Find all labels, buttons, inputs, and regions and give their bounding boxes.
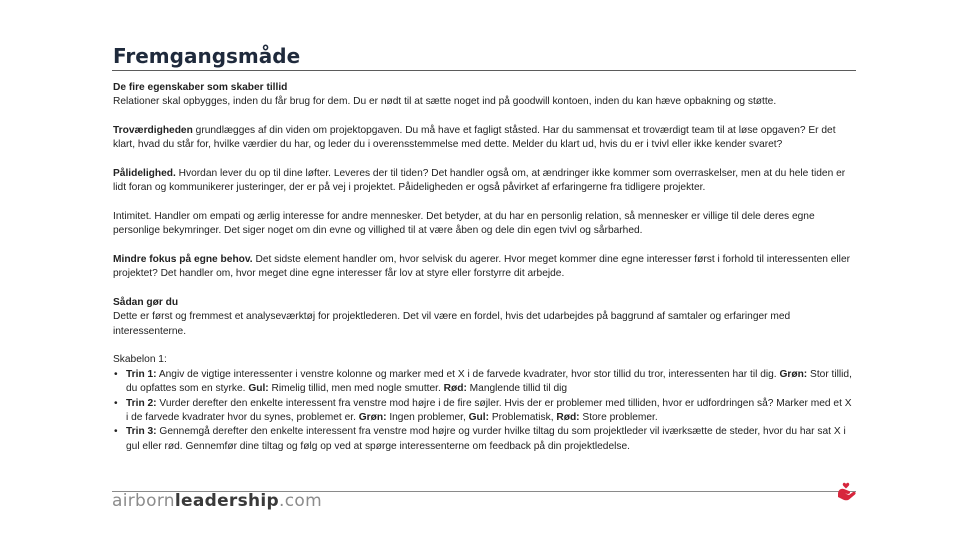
property-text: grundlægges af din viden om projektopgaven. Du må have et fagligt ståsted. Har du sammensat et troværdigt team til at løse opgaven? Er det klart, hvad du står for, hvilke værdier du har, og leder du i overensstemmelse med dette. Melder du klart ud, hvis du er i tvivl eller ikke kender svaret? (113, 125, 836, 151)
list-item (113, 397, 853, 426)
method-paragraph (113, 296, 853, 339)
property-text: Intimitet. Handler om empati og ærlig interesse for andre mennesker. Det betyder, at du har en personlig relation, så mennesker er villige til dele deres egne personlige bekymringer. Det siger noget om din evne og villighed til at være åben og dele din egen tvivl og sårbarhed. (113, 211, 815, 237)
logo-main: leadership (174, 491, 280, 511)
title-divider (112, 70, 856, 71)
property-intimacy (113, 210, 853, 239)
template-section (113, 353, 853, 454)
step-text: Store problemer. (579, 412, 658, 424)
step-label: Trin 3: (126, 426, 157, 438)
step-label: Trin 1: (126, 368, 157, 380)
color-key-green: Grøn: (779, 368, 808, 380)
logo-prefix: airborn (112, 491, 175, 511)
bullet-icon: • (114, 368, 118, 380)
property-text: Hvordan lever du op til dine løfter. Leveres der til tiden? Det handler også om, at ændringer ikke kommer som overraskelser, men at du hele tiden er lidt foran og kommunikerer justeringer, der er på vej i projektet. Påideligheden er også påvirket af erfaringerne fra tidligere projekter. (113, 168, 846, 194)
step-text: Rimelig tillid, men med nogle smutter. (268, 383, 444, 395)
template-steps (113, 368, 853, 454)
step-text: Gennemgå derefter den enkelte interessent fra venstre mod højre og vurder hvilke tiltag du som projektleder vil iværksætte de steder, hvor du har sat X i gul eller rød. Gennemfør dine tiltag og følg op ved at spørge interessenterne om feedback på din projektledelse. (126, 426, 846, 452)
color-key-red: Rød: (556, 412, 580, 424)
content-body (113, 81, 853, 454)
step-text: Angiv de vigtige interessenter i venstre kolonne og marker med et X i de farvede kvadrater, hvor stor tillid du tror, interessenten har til dig. (156, 368, 780, 380)
property-credibility (113, 124, 853, 153)
step-text: Problematisk, (488, 412, 557, 424)
color-key-yellow: Gul: (468, 412, 489, 424)
property-term: Mindre fokus på egne behov. (113, 254, 253, 265)
color-key-yellow: Gul: (248, 383, 269, 395)
method-text: Dette er først og fremmest et analyseværktøj for projektlederen. Det vil være en fordel, hvis det udarbejdes på baggrund af samtaler og erfaringer med interessenterne. (113, 311, 791, 337)
property-term: Pålidelighed. (113, 168, 176, 179)
step-text: Manglende tillid til dig (466, 383, 568, 395)
intro-paragraph (113, 81, 853, 110)
intro-heading: De fire egenskaber som skaber tillid (113, 82, 288, 93)
step-label: Trin 2: (126, 397, 157, 409)
step-text: Ingen problemer, (386, 412, 469, 424)
bullet-icon: • (114, 397, 118, 409)
method-heading: Sådan gør du (113, 297, 179, 308)
color-key-green: Grøn: (358, 412, 387, 424)
list-item (113, 368, 853, 397)
hand-heart-icon (834, 480, 858, 504)
property-text: Det sidste element handler om, hvor selvisk du agerer. Hvor meget kommer dine egne interesser først i forhold til interessenten eller projektet? Det handler om, hvor meget dine egne interesser får lov at styre eller forstyrre dit arbejde. (113, 254, 850, 280)
color-key-red: Rød: (443, 383, 467, 395)
bullet-icon: • (114, 426, 118, 438)
property-reliability (113, 167, 853, 196)
property-term: Troværdigheden (113, 125, 193, 136)
step-text: Vurder derefter den enkelte interessent fra venstre mod højre i de fire søjler. Hvis der er problemer med tilliden, hvor er udfordringen så? Marker med et X i de farvede kvadrater hvor du synes, problemet er. (126, 397, 852, 424)
list-item (113, 425, 853, 454)
step-text: Stor tillid, du opfattes som en styrke. (126, 368, 852, 395)
intro-text: Relationer skal opbygges, inden du får brug for dem. Du er nødt til at sætte noget ind på goodwill kontoen, inden du kan hæve opbakning og støtte. (113, 96, 777, 108)
property-self-orientation (113, 253, 853, 282)
logo-suffix: .com (279, 491, 322, 511)
template-heading: Skabelon 1: (113, 354, 167, 366)
page-title: Fremgangsmåde (113, 44, 301, 68)
company-logo (112, 491, 322, 511)
